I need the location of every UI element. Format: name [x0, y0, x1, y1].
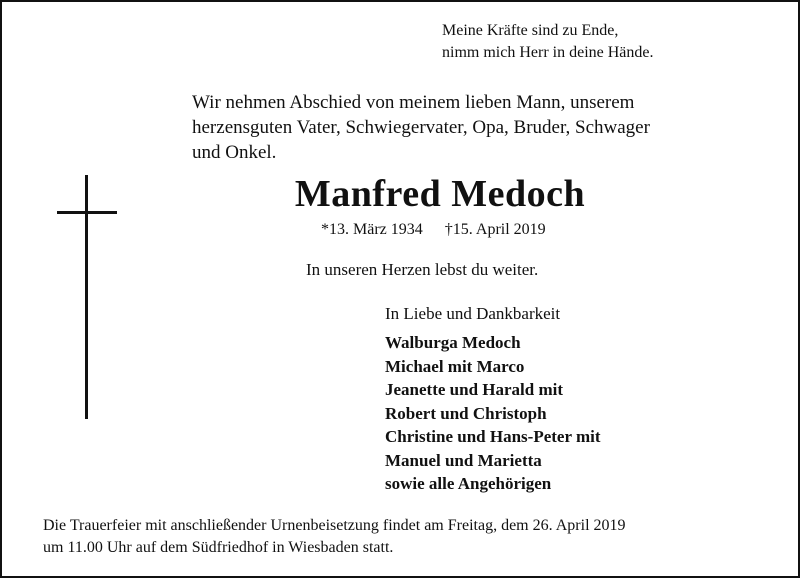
intro-line: Wir nehmen Abschied von meinem lieben Mann, unserem	[192, 92, 635, 113]
funeral-notice-line: Die Trauerfeier mit anschließender Urnenbeisetzung findet am Freitag, dem 26. April 2019	[43, 517, 626, 534]
funeral-notice-line: um 11.00 Uhr auf dem Südfriedhof in Wiesbaden statt.	[43, 539, 394, 556]
closing-line: In unseren Herzen lebst du weiter.	[306, 260, 539, 279]
mourner: Manuel und Marietta	[385, 450, 542, 470]
funeral-notice	[43, 515, 626, 559]
cross-horizontal-bar	[57, 211, 117, 214]
birth-date: *13. März 1934	[321, 221, 423, 238]
mourner: Jeanette und Harald mit	[385, 380, 564, 399]
life-dates	[321, 219, 546, 241]
verse-line: Meine Kräfte sind zu Ende,	[442, 22, 619, 39]
mourner: sowie alle Angehörigen	[385, 474, 552, 493]
mourners-list	[385, 331, 601, 496]
intro-line: und Onkel.	[192, 142, 277, 163]
mourner: Christine und Hans-Peter mit	[385, 427, 601, 446]
mourner: Robert und Christoph	[385, 403, 547, 423]
mourner: Michael mit Marco	[385, 356, 525, 376]
death-date: †15. April 2019	[444, 221, 546, 238]
intro-line: herzensguten Vater, Schwiegervater, Opa, Bruder, Schwager	[192, 117, 650, 138]
deceased-name: Manfred Medoch	[294, 173, 586, 215]
mourner: Walburga Medoch	[385, 333, 521, 352]
thanks-line: In Liebe und Dankbarkeit	[385, 304, 561, 323]
verse-line: nimm mich Herr in deine Hände.	[442, 44, 654, 61]
verse	[442, 20, 654, 64]
intro-text	[192, 90, 732, 165]
